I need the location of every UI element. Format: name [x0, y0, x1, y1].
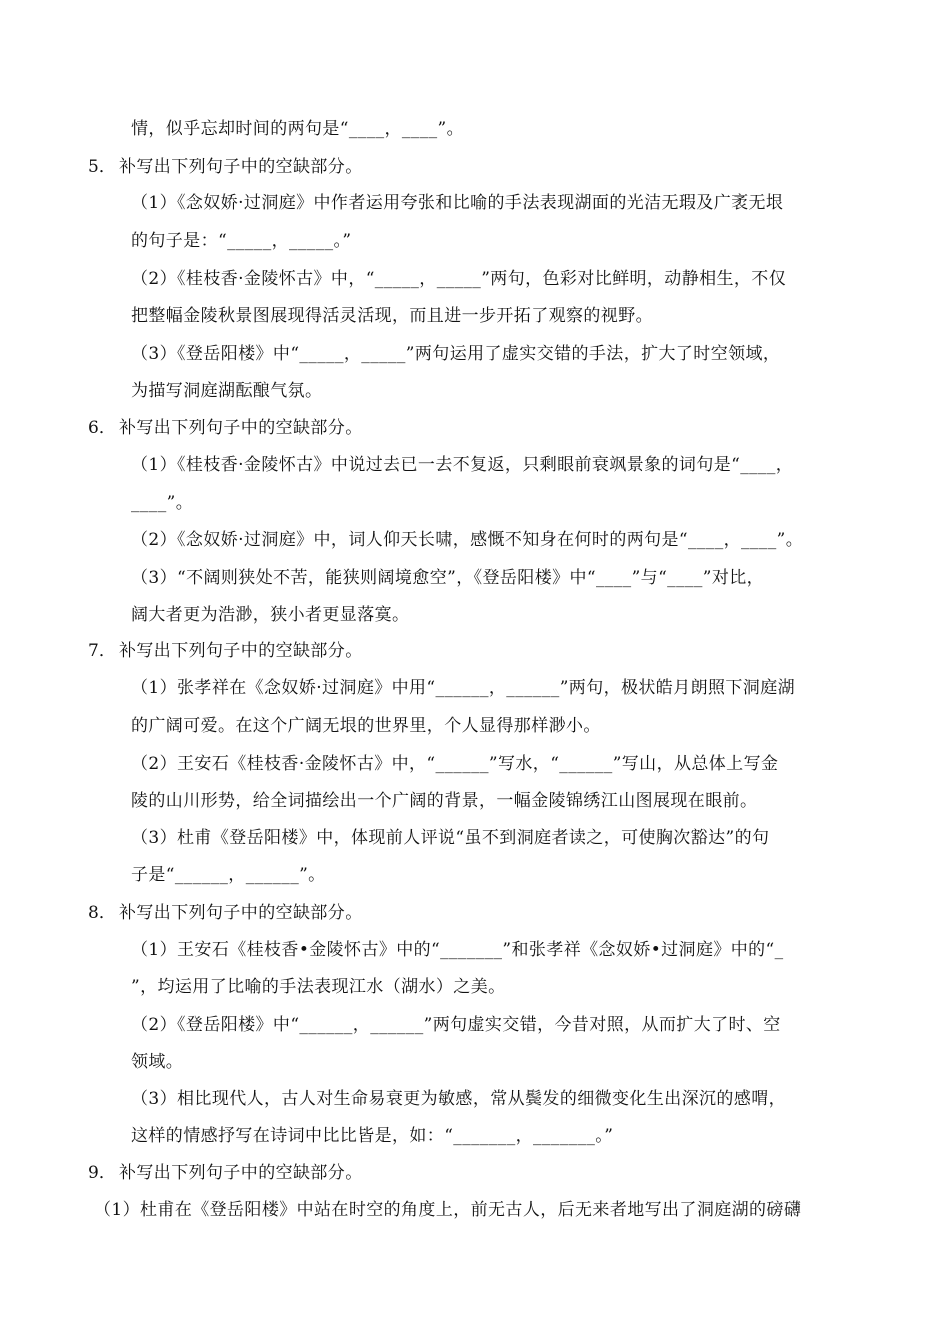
question-6-line-1: （1）《桂枝香·金陵怀古》中说过去已一去不复返，只剩眼前衰飒景象的词句是“____， — [131, 455, 794, 475]
question-8-line-2: ”，均运用了比喻的手法表现江水（湖水）之美。 — [131, 977, 506, 997]
question-8-line-6: 这样的情感抒写在诗词中比比皆是，如：“_______，_______。” — [131, 1126, 614, 1146]
question-6-stem: 补写出下列句子中的空缺部分。 — [119, 418, 363, 438]
question-7-line-1: （1）张孝祥在《念奴娇·过洞庭》中用“______，______”两句，极状皓月朗照下洞庭湖 — [131, 678, 795, 698]
question-5-line-4: 把整幅金陵秋景图展现得活灵活现，而且进一步开拓了观察的视野。 — [131, 306, 653, 326]
question-6-line-5: 阔大者更为浩渺，狭小者更显落寞。 — [131, 605, 410, 625]
question-7-stem: 补写出下列句子中的空缺部分。 — [119, 641, 363, 661]
question-6-line-2: ____”。 — [131, 493, 194, 513]
question-8-stem: 补写出下列句子中的空缺部分。 — [119, 903, 363, 923]
question-8-line-5: （3）相比现代人，古人对生命易衰更为敏感，常从鬓发的细微变化生出深沉的感喟， — [131, 1089, 787, 1109]
question-7-line-4: 陵的山川形势，给全词描绘出一个广阔的背景，一幅金陵锦绣江山图展现在眼前。 — [131, 791, 758, 811]
question-8-number: 8． — [88, 903, 116, 923]
question-9-number: 9． — [88, 1163, 116, 1183]
question-8-line-4: 领域。 — [131, 1052, 184, 1072]
question-6-line-4: （3）“不阔则狭处不苦，能狭则阔境愈空”，《登岳阳楼》中“____”与“____”对比， — [131, 568, 765, 588]
question-5-number: 5． — [88, 157, 116, 177]
question-8-line-3: （2）《登岳阳楼》中“______，______”两句虚实交错，今昔对照，从而扩大了时、空 — [131, 1015, 781, 1035]
question-6-line-3: （2）《念奴娇·过洞庭》中，词人仰天长啸，感慨不知身在何时的两句是“____，____”。 — [131, 530, 804, 550]
question-9-line-1: （1）杜甫在《登岳阳楼》中站在时空的角度上，前无古人，后无来者地写出了洞庭湖的磅礴 — [94, 1200, 802, 1220]
question-5-line-3: （2）《桂枝香·金陵怀古》中，“_____，_____”两句，色彩对比鲜明，动静相生，不仅 — [131, 269, 787, 289]
question-7-line-5: （3）杜甫《登岳阳楼》中，体现前人评说“虽不到洞庭者读之，可使胸次豁达”的句 — [131, 828, 770, 848]
intro-line: 情，似乎忘却时间的两句是“____，____”。 — [131, 119, 464, 139]
question-5-stem: 补写出下列句子中的空缺部分。 — [119, 157, 363, 177]
question-8-line-1: （1）王安石《桂枝香•金陵怀古》中的“_______”和张孝祥《念奴娇•过洞庭》中的“_ — [131, 940, 784, 960]
question-9-stem: 补写出下列句子中的空缺部分。 — [119, 1163, 363, 1183]
question-5-line-1: （1）《念奴娇·过洞庭》中作者运用夸张和比喻的手法表现湖面的光洁无瑕及广袤无垠 — [131, 193, 784, 213]
question-7-line-3: （2）王安石《桂枝香·金陵怀古》中，“______”写水，“______”写山，从总体上写金 — [131, 754, 779, 774]
question-7-line-6: 子是“______，______”。 — [131, 865, 326, 885]
question-7-line-2: 的广阔可爱。在这个广阔无垠的世界里，个人显得那样渺小。 — [131, 716, 601, 736]
question-7-number: 7． — [88, 641, 116, 661]
question-5-line-6: 为描写洞庭湖酝酿气氛。 — [131, 381, 323, 401]
question-5-line-2: 的句子是：“_____，_____。” — [131, 231, 352, 251]
question-6-number: 6． — [88, 418, 116, 438]
question-5-line-5: （3）《登岳阳楼》中“_____，_____”两句运用了虚实交错的手法，扩大了时空领域， — [131, 344, 781, 364]
